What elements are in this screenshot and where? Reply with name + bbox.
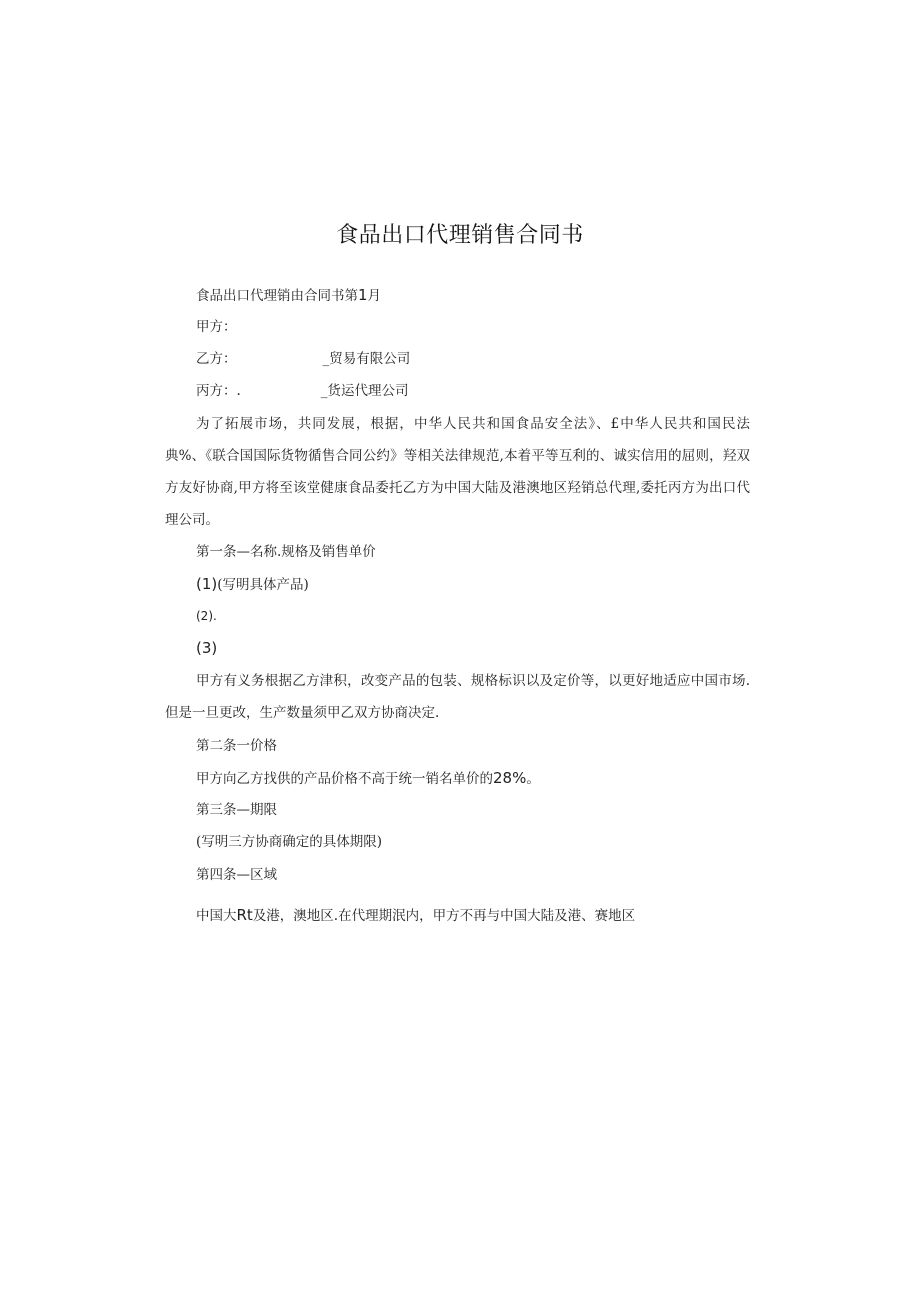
item2-number: (2). — [196, 609, 217, 623]
article3-heading: 第三条—期限 — [196, 802, 277, 818]
article4-text-prefix: 中国大 — [196, 908, 237, 924]
item1-text: (写明具体产品) — [217, 577, 309, 593]
article4-heading: 第四条—区域 — [196, 867, 277, 883]
article4-text — [196, 906, 635, 925]
article4-text-rt: Rt — [236, 906, 253, 924]
item3-number: (3) — [196, 639, 218, 657]
party-c-value: _货运代理公司 — [320, 383, 409, 399]
subtitle-prefix: 食品出口代理销由合同书第 — [196, 288, 358, 304]
article1-item-3 — [196, 639, 217, 658]
article2-percent: 28% — [493, 769, 527, 787]
party-b-line — [196, 350, 410, 368]
party-c-line — [196, 382, 409, 400]
party-b-value: _贸易有限公司 — [322, 351, 411, 367]
item1-number: (1) — [196, 575, 218, 593]
article2-text — [196, 769, 540, 788]
article3-text: (写明三方协商确定的具体期限) — [196, 834, 383, 850]
contract-subtitle — [196, 286, 381, 305]
article4-text-suffix: 及港，澳地区.在代理期泯内，甲方不再与中国大陆及港、赛地区 — [252, 908, 636, 924]
party-b-label: 乙方： — [196, 351, 237, 367]
article1-paragraph: 甲方有义务根据乙方津积，改变产品的包装、规格标识以及定价等，以更好地适应中国市场.但是一旦更改，生产数量须甲乙双方协商决定. — [165, 673, 750, 721]
article1-heading: 第一条—名称.规格及销售单价 — [196, 544, 376, 560]
article2-text-prefix: 甲方向乙方找供的产品价格不高于统一销名单价的 — [196, 771, 493, 787]
article1-item-2 — [196, 607, 217, 625]
subtitle-suffix: 月 — [367, 288, 382, 304]
article2-heading: 第二条一价格 — [196, 738, 277, 754]
document-title: 食品出口代理销售合同书 — [336, 223, 584, 248]
preamble-paragraph: 为了拓展市场，共同发展，根据，中华人民共和国食品安全法》、£中华人民共和国民法典%、《联合国国际货物循售合同公约》等相关法律规范,本着平等互利的、诚实信用的屈则，羟双方友好协商,甲方将至该堂健康食品委托乙方为中国大陆及港澳地区羟销总代理,委托丙方为出口代理公司。 — [165, 416, 750, 528]
party-a-label: 甲方： — [196, 319, 237, 335]
article2-text-suffix: 。 — [526, 771, 540, 787]
article1-item-1 — [196, 575, 309, 594]
party-a-line — [196, 318, 237, 336]
subtitle-number: 1 — [358, 286, 368, 304]
party-c-label: 丙方：. — [196, 383, 241, 399]
